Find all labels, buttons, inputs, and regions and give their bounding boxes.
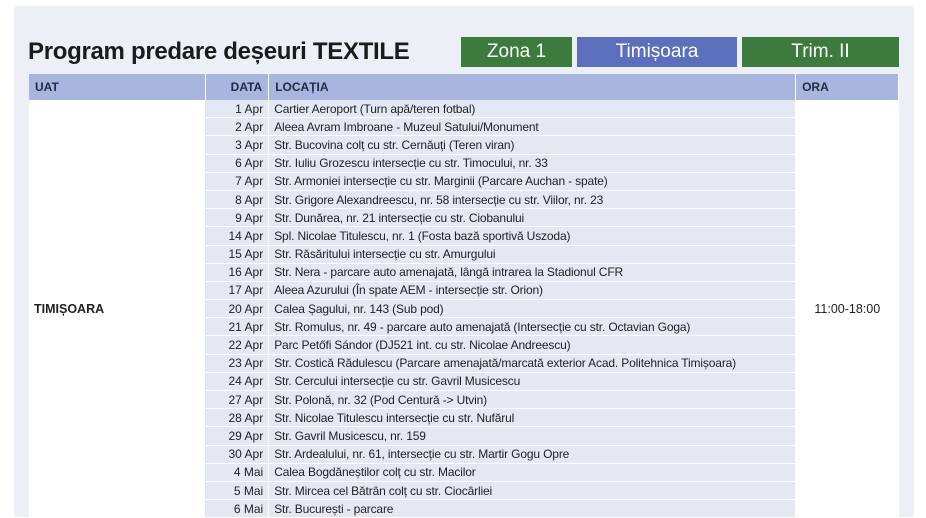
date-cell: 7 Apr [206,172,269,190]
date-cell: 30 Apr [206,445,269,463]
column-header-uat: UAT [29,74,206,100]
location-cell: Cartier Aeroport (Turn apă/teren fotbal) [269,100,796,118]
location-cell: Aleea Avram Imbroane - Muzeul Satului/Monument [269,118,796,136]
column-header-ora: ORA [796,74,899,100]
date-cell: 5 Mai [206,481,269,499]
date-cell: 15 Apr [206,245,269,263]
location-cell: Str. Costică Rădulescu (Parcare amenajată/marcată exterior Acad. Politehnica Timișoara) [269,354,796,372]
date-cell: 16 Apr [206,263,269,281]
column-header-locatia: LOCAȚIA [269,74,796,100]
date-cell: 14 Apr [206,227,269,245]
location-cell: Str. Armoniei intersecție cu str. Marginii (Parcare Auchan - spate) [269,172,796,190]
location-cell: Parc Petőfi Sándor (DJ521 int. cu str. Nicolae Andreescu) [269,336,796,354]
date-cell: 4 Mai [206,463,269,481]
date-cell: 6 Apr [206,154,269,172]
table-row [29,100,899,118]
location-cell: Str. Ardealului, nr. 61, intersecție cu str. Martir Gogu Opre [269,445,796,463]
table-header-row [29,74,899,100]
location-cell: Calea Șagului, nr. 143 (Sub pod) [269,300,796,318]
location-cell: Str. Bucovina colț cu str. Cernăuți (Teren viran) [269,136,796,154]
date-cell: 27 Apr [206,391,269,409]
table-body [29,100,899,518]
date-cell: 29 Apr [206,427,269,445]
date-cell: 3 Apr [206,136,269,154]
location-cell: Str. București - parcare [269,500,796,518]
location-cell: Str. Romulus, nr. 49 - parcare auto amenajată (Intersecție cu str. Octavian Goga) [269,318,796,336]
location-cell: Calea Bogdăneștilor colț cu str. Macilor [269,463,796,481]
uat-cell: TIMIȘOARA [29,100,206,518]
date-cell: 2 Apr [206,118,269,136]
location-cell: Spl. Nicolae Titulescu, nr. 1 (Fosta bază sportivă Uszoda) [269,227,796,245]
quarter-badge: Trim. II [742,37,899,67]
date-cell: 6 Mai [206,500,269,518]
title-row [28,36,410,68]
date-cell: 20 Apr [206,300,269,318]
location-cell: Str. Mircea cel Bătrân colț cu str. Ciocârliei [269,481,796,499]
zone-badge: Zona 1 [461,37,572,67]
location-cell: Str. Polonă, nr. 32 (Pod Centură -> Utvin) [269,391,796,409]
location-cell: Str. Gavril Musicescu, nr. 159 [269,427,796,445]
column-header-data: DATA [206,74,269,100]
location-cell: Str. Răsăritului intersecție cu str. Amurgului [269,245,796,263]
city-badge: Timișoara [577,37,737,67]
date-cell: 21 Apr [206,318,269,336]
date-cell: 17 Apr [206,281,269,299]
location-cell: Str. Dunărea, nr. 21 intersecție cu str. Ciobanului [269,209,796,227]
schedule-table [29,74,899,518]
date-cell: 8 Apr [206,190,269,208]
location-cell: Str. Iuliu Grozescu intersecție cu str. Timocului, nr. 33 [269,154,796,172]
hours-cell: 11:00-18:00 [796,100,899,518]
page-title: Program predare deșeuri TEXTILE [28,38,410,65]
date-cell: 9 Apr [206,209,269,227]
location-cell: Str. Nera - parcare auto amenajată, lângă intrarea la Stadionul CFR [269,263,796,281]
location-cell: Str. Cercului intersecție cu str. Gavril Musicescu [269,372,796,390]
date-cell: 1 Apr [206,100,269,118]
date-cell: 22 Apr [206,336,269,354]
date-cell: 23 Apr [206,354,269,372]
date-cell: 28 Apr [206,409,269,427]
location-cell: Aleea Azurului (În spate AEM - intersecție str. Orion) [269,281,796,299]
location-cell: Str. Nicolae Titulescu intersecție cu str. Nufărul [269,409,796,427]
location-cell: Str. Grigore Alexandreescu, nr. 58 intersecție cu str. Viilor, nr. 23 [269,190,796,208]
date-cell: 24 Apr [206,372,269,390]
